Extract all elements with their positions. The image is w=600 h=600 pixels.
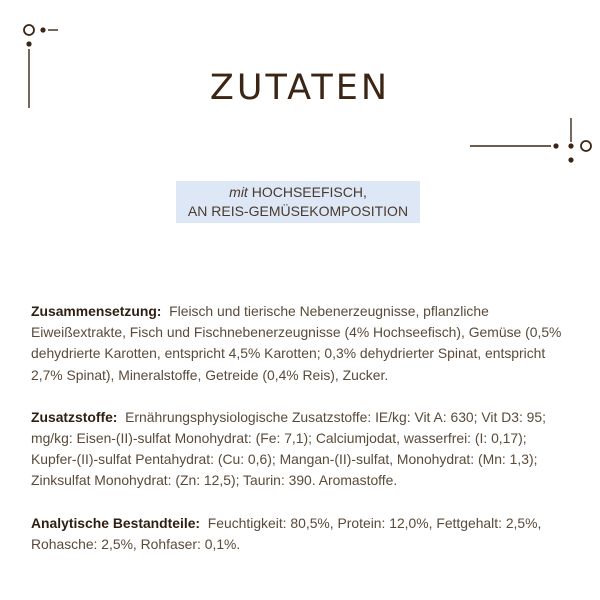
page-title: ZUTATEN — [209, 68, 391, 108]
subtitle-line-1-text: HOCHSEEFISCH, — [251, 184, 367, 200]
section-analytische-bestandteile — [31, 513, 571, 555]
section-zusatzstoffe — [31, 407, 571, 492]
section-text: Feuchtigkeit: 80,5%, Protein: 12,0%, Fettgehalt: 2,5%, Rohasche: 2,5%, Rohfaser: 0,1%. — [31, 514, 542, 552]
subtitle-prefix: mit — [229, 184, 248, 200]
section-label: Zusatzstoffe: — [31, 408, 126, 425]
corner-ornament-bottom-right-icon — [460, 115, 600, 165]
subtitle-line-1 — [176, 183, 420, 202]
section-label: Analytische Bestandteile: — [31, 514, 208, 531]
section-text: Ernährungsphysiologische Zusatzstoffe: IE/kg: Vit A: 630; Vit D3: 95; mg/kg: Eisen-(II)-sulfat Monohydrat: (Fe: 7,1); Calciumjodat, wasserfrei: (I: 0,17); Kupfer-(II)-sulfat Pentahydrat: (Cu: 0,6); Mangan-(II)-sulfat, Monohydrat: (Mn: 1,3); Zinksulfat Monohydrat: (Zn: 12,5); Taurin: 390. Aromastoffe. — [31, 408, 546, 489]
ingredient-sections — [31, 301, 571, 576]
subtitle-line-2: AN REIS-GEMÜSEKOMPOSITION — [187, 203, 409, 219]
subtitle-box — [176, 181, 420, 223]
section-text: Fleisch und tierische Nebenerzeugnisse, pflanzliche Eiweißextrakte, Fisch und Fischnebenerzeugnisse (4% Hochseefisch), Gemüse (0,5% dehydrierte Karotten, entspricht 4,5% Karotten; 0,3% dehydrierter Spinat, entspricht 2,7% Spinat), Mineralstoffe, Getreide (0,4% Reis), Zucker. — [31, 303, 562, 383]
section-label: Zusammensetzung: — [31, 303, 170, 319]
section-zusammensetzung — [31, 301, 571, 386]
